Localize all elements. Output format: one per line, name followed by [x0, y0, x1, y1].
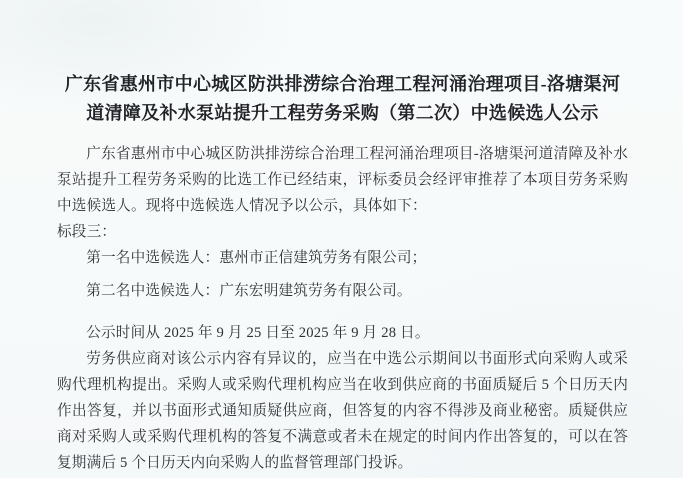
objection-procedure-paragraph: 劳务供应商对该公示内容有异议的，应当在中选公示期间以书面形式向采购人或采购代理机构提出。采购人或采购代理机构应当在收到供应商的书面质疑后 5 个日历天内作出答复，并以书面形式通知质疑供应商，但答复的内容不得涉及商业秘密。质疑供应商对采购人或采购代理机构的答复不满意或者未在规定的时间内作出答复的，可以在答复期满后 5 个日历天内向采购人的监督管理部门投诉。	[57, 351, 628, 471]
title-line-1: 广东省惠州市中心城区防洪排涝综合治理工程河涌治理项目-洛塘渠河	[64, 74, 621, 94]
section-label: 标段三：	[57, 224, 117, 240]
title-line-2: 道清障及补水泵站提升工程劳务采购（第二次）中选候选人公示	[86, 103, 599, 123]
publicity-period-line: 公示时间从 2025 年 9 月 25 日至 2025 年 9 月 28 日。	[86, 325, 430, 341]
second-candidate-line: 第二名中选候选人：广东宏明建筑劳务有限公司。	[86, 283, 412, 299]
first-candidate-line: 第一名中选候选人：惠州市正信建筑劳务有限公司；	[86, 250, 427, 266]
document-title	[57, 70, 628, 128]
intro-paragraph: 广东省惠州市中心城区防洪排涝综合治理工程河涌治理项目-洛塘渠河道清障及补水泵站提升工程劳务采购的比选工作已经结束，评标委员会经评审推荐了本项目劳务采购中选候选人。现将中选候选人情况予以公示，具体如下：	[57, 146, 628, 214]
